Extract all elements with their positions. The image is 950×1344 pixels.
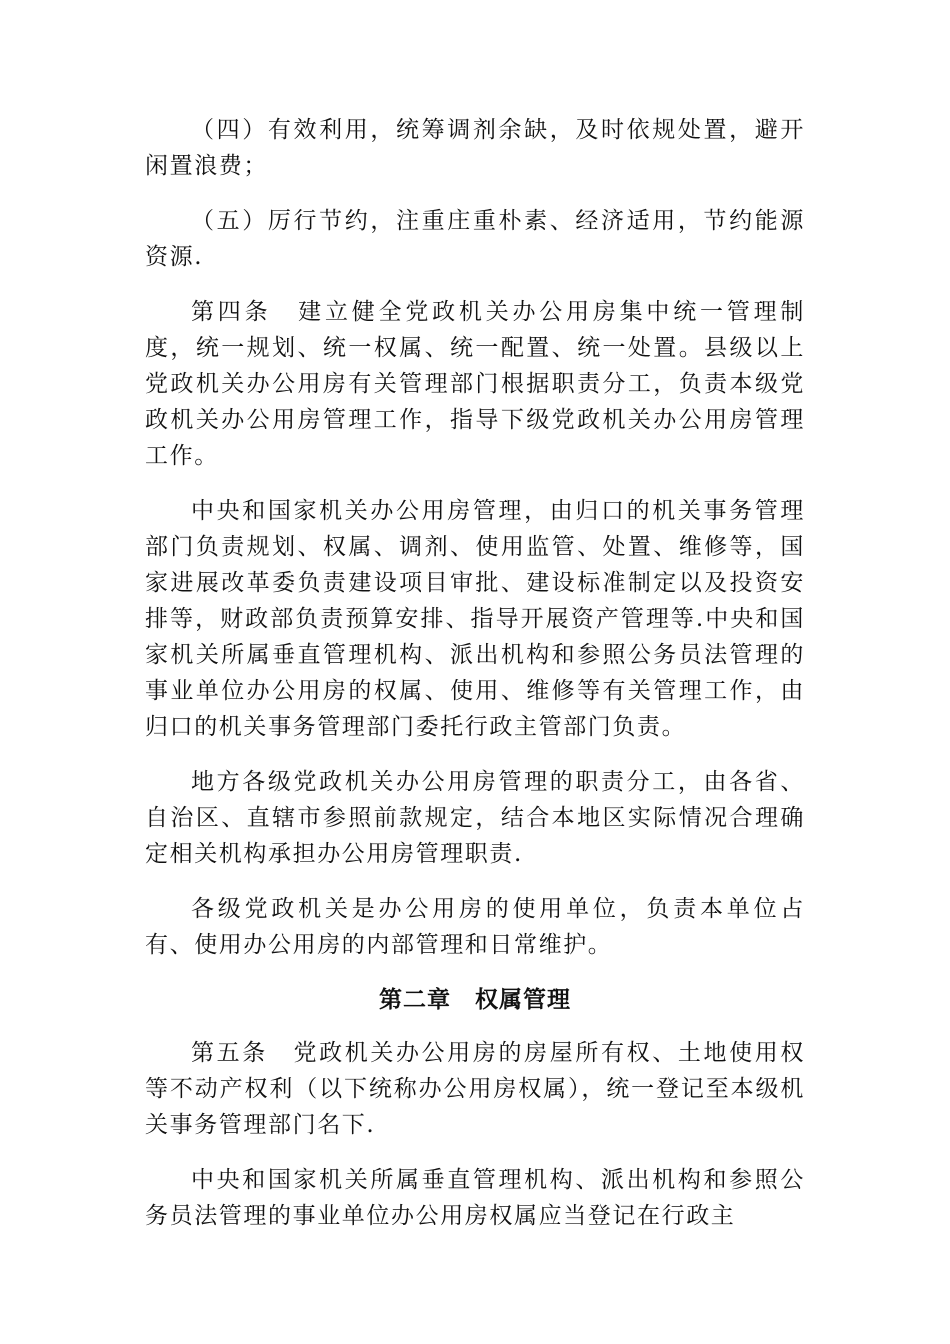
document-page	[145, 112, 805, 1253]
local-management-paragraph: 地方各级党政机关办公用房管理的职责分工，由各省、自治区、直辖市参照前款规定，结合本地区实际情况合理确定相关机构承担办公用房管理职责.	[145, 769, 805, 867]
clause-item-five: （五）厉行节约，注重庄重朴素、经济适用，节约能源资源.	[145, 208, 805, 270]
article-four: 第四条 建立健全党政机关办公用房集中统一管理制度，统一规划、统一权属、统一配置、统一处置。县级以上党政机关办公用房有关管理部门根据职责分工，负责本级党政机关办公用房管理工作，指导下级党政机关办公用房管理工作。	[145, 299, 805, 469]
central-management-paragraph: 中央和国家机关办公用房管理，由归口的机关事务管理部门负责规划、权属、调剂、使用监管、处置、维修等，国家进展改革委负责建设项目审批、建设标准制定以及投资安排等，财政部负责预算安排、指导开展资产管理等.中央和国家机关所属垂直管理机构、派出机构和参照公务员法管理的事业单位办公用房的权属、使用、维修等有关管理工作，由归口的机关事务管理部门委托行政主管部门负责。	[145, 498, 805, 740]
article-five: 第五条 党政机关办公用房的房屋所有权、土地使用权等不动产权利（以下统称办公用房权属），统一登记至本级机关事务管理部门名下.	[145, 1040, 805, 1138]
user-unit-paragraph: 各级党政机关是办公用房的使用单位，负责本单位占有、使用办公用房的内部管理和日常维护。	[145, 896, 805, 958]
chapter-heading: 第二章 权属管理	[379, 987, 571, 1013]
registration-paragraph: 中央和国家机关所属垂直管理机构、派出机构和参照公务员法管理的事业单位办公用房权属应当登记在行政主	[145, 1167, 805, 1229]
clause-item-four: （四）有效利用，统筹调剂余缺，及时依规处置，避开闲置浪费；	[145, 117, 805, 179]
